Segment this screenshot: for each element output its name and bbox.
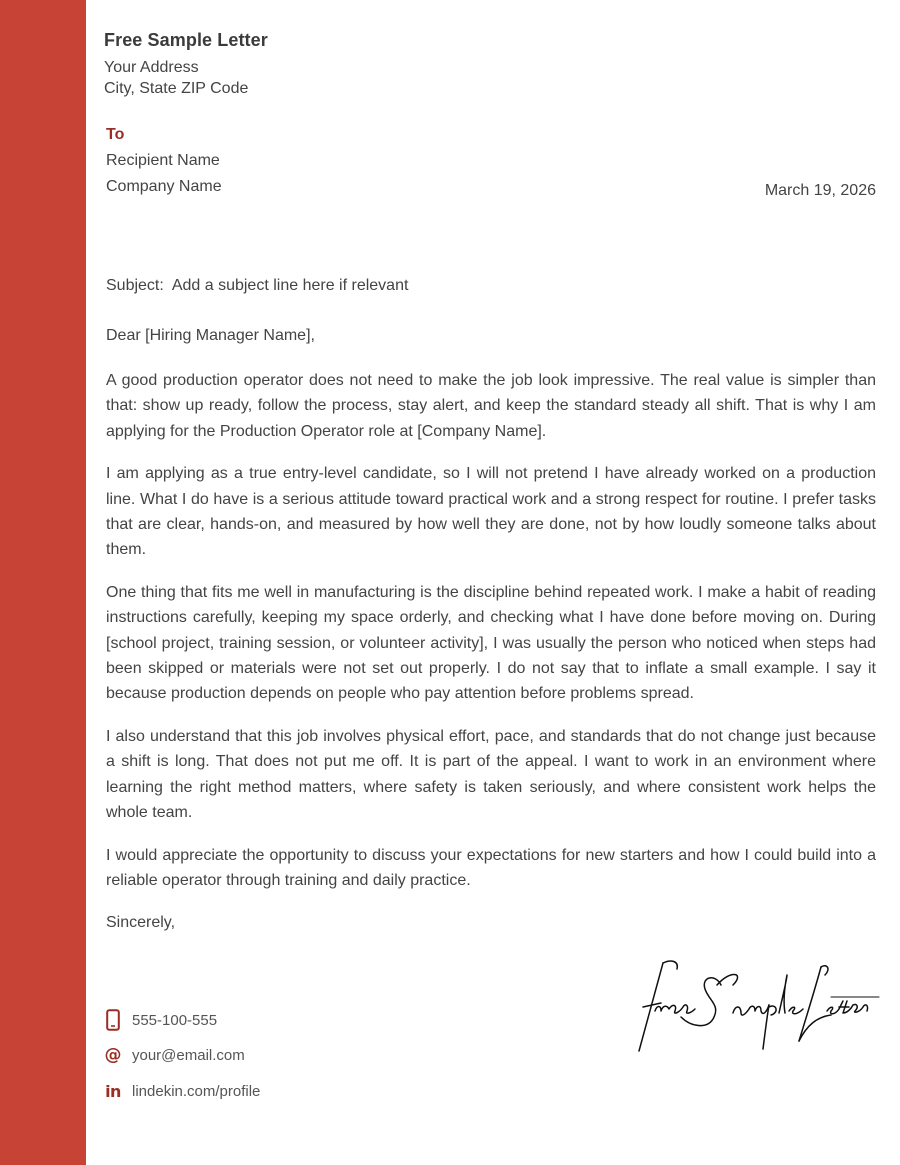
linkedin-icon: in (105, 1081, 121, 1101)
to-label: To (106, 126, 125, 143)
phone-number: 555-100-555 (132, 1011, 218, 1029)
body-paragraph: A good production operator does not need to make the job look impressive. The real value is simpler than that: show up ready, follow the process, stay alert, and keep the standard steady all shift. That is why I am applying for the Production Operator role at [Company Name]. (106, 372, 876, 440)
subject-line: Subject: Add a subject line here if relevant (106, 277, 409, 294)
phone-icon (102, 1009, 124, 1031)
body-paragraph: One thing that fits me well in manufacturing is the discipline behind repeated work. I make a habit of reading instructions carefully, keeping my space orderly, and checking what I have done before moving on. During [school project, training session, or volunteer activity], I was usually the person who noticed when steps had been skipped or materials were not set out properly. I do not say that to inflate a small example. I say it because production depends on people who pay attention before problems spread. (106, 583, 876, 703)
letter-page (106, 0, 876, 1165)
handwritten-signature (621, 955, 881, 1060)
contact-email (102, 1044, 245, 1066)
sidebar-accent-bar (0, 0, 86, 1165)
body-paragraph: I also understand that this job involves physical effort, pace, and standards that do not change just because a shift is long. That does not put me off. It is part of the appeal. I want to work in an environment where learning the right method matters, where safety is taken seriously, and where consistent work helps the whole team. (106, 727, 876, 822)
at-icon: @ (104, 1045, 122, 1065)
closing: Sincerely, (106, 914, 176, 931)
sender-city: City, State ZIP Code (104, 80, 249, 97)
email-address: your@email.com (132, 1046, 245, 1064)
letter-body (106, 368, 876, 910)
contact-linkedin (102, 1080, 260, 1102)
recipient-company: Company Name (106, 178, 222, 195)
body-paragraph: I am applying as a true entry-level candidate, so I will not pretend I have already worked on a production line. What I do have is a serious attitude toward practical work and a strong respect for routine. I prefer tasks that are clear, hands-on, and measured by how well they are done, not by how loudly someone talks about them. (106, 465, 876, 559)
body-paragraph: I would appreciate the opportunity to discuss your expectations for new starters and how I could build into a reliable operator through training and daily practice. (106, 846, 876, 889)
sender-address: Your Address (104, 59, 199, 76)
linkedin-url: lindekin.com/profile (132, 1082, 261, 1100)
recipient-name: Recipient Name (106, 152, 220, 169)
letter-date: March 19, 2026 (764, 182, 876, 199)
greeting: Dear [Hiring Manager Name], (106, 327, 315, 344)
contact-phone (102, 1009, 217, 1031)
sender-name: Free Sample Letter (104, 30, 268, 50)
